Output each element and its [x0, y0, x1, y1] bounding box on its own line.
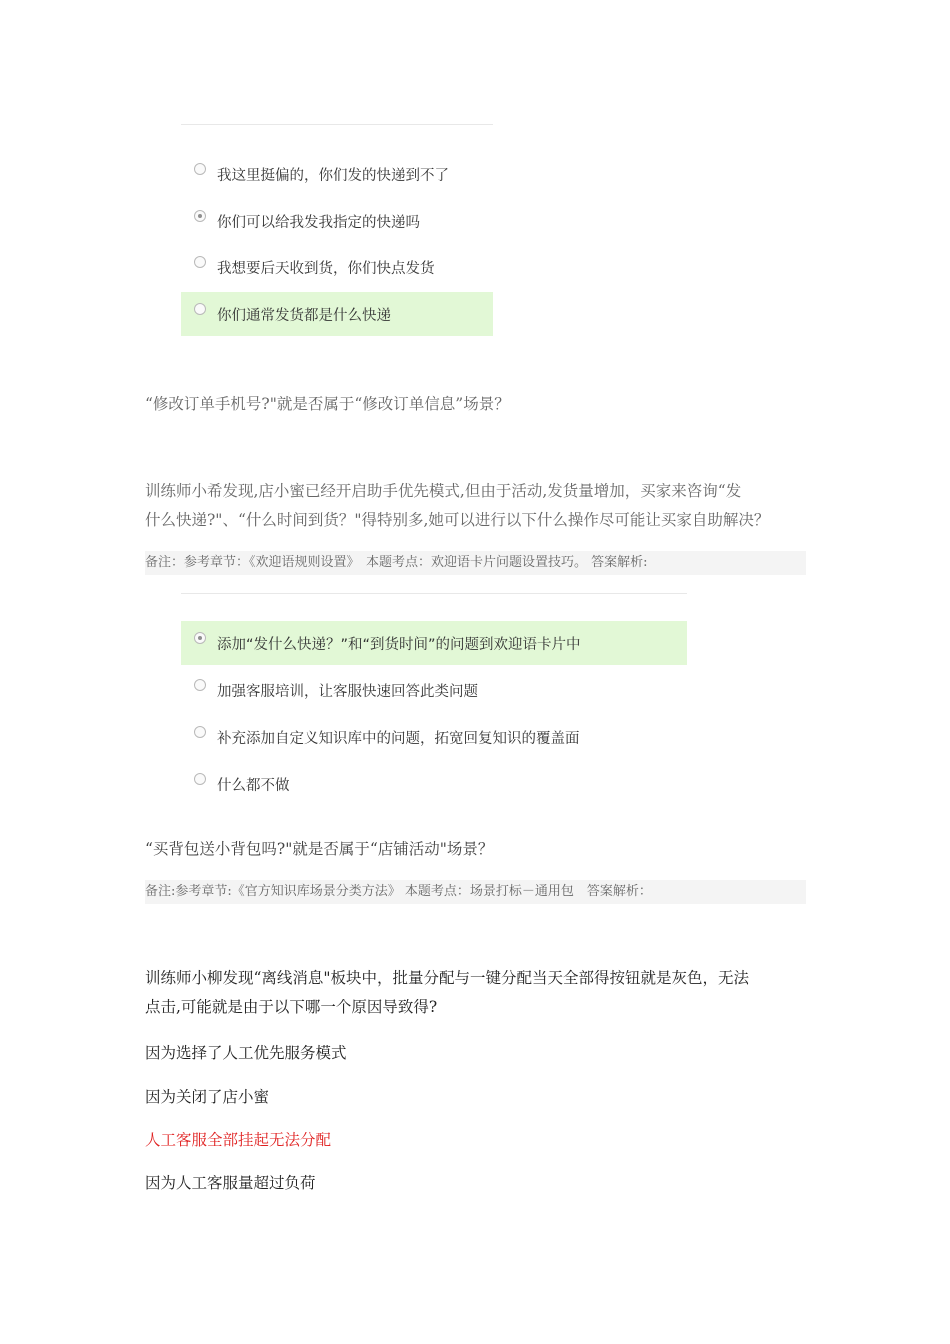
option-label: 什么都不做	[217, 778, 290, 794]
answer-option-correct[interactable]: 人工客服全部挂起无法分配	[145, 1131, 332, 1149]
option-label: 加强客服培训，让客服快速回答此类问题	[217, 684, 478, 700]
radio-button[interactable]	[194, 773, 206, 785]
option-item[interactable]	[181, 152, 493, 196]
option-item[interactable]	[181, 199, 493, 243]
radio-button[interactable]	[194, 256, 206, 268]
question-3-note: 备注:参考章节:《官方知识库场景分类方法》 本题考点：场景打标－通用包 答案解析：	[145, 880, 806, 904]
radio-button[interactable]	[194, 726, 206, 738]
question-2-line-1: 训练师小希发现,店小蜜已经开启助手优先模式,但由于活动,发货量增加，买家来咨询“发	[145, 482, 742, 500]
radio-button[interactable]	[194, 210, 206, 222]
radio-button[interactable]	[194, 679, 206, 691]
options-panel-2	[181, 593, 687, 807]
question-2-note: 备注：参考章节：《欢迎语规则设置》 本题考点：欢迎语卡片问题设置技巧。 答案解析:	[145, 551, 806, 575]
option-item[interactable]	[181, 668, 687, 712]
radio-button[interactable]	[194, 163, 206, 175]
panel-divider	[181, 593, 687, 594]
question-3: “买背包送小背包吗?"就是否属于“店铺活动"场景？	[145, 840, 494, 858]
option-label: 我这里挺偏的，你们发的快递到不了	[217, 168, 449, 184]
options-panel-1	[181, 124, 493, 338]
answer-option[interactable]: 因为关闭了店小蜜	[145, 1088, 270, 1106]
option-item-highlighted[interactable]	[181, 621, 687, 665]
option-item[interactable]	[181, 762, 687, 806]
option-item[interactable]	[181, 245, 493, 289]
question-2-line-2: 什么快递?"、“什么时间到货？"得特别多,她可以进行以下什么操作尽可能让买家自助解决？	[145, 511, 770, 529]
option-label: 你们通常发货都是什么快递	[217, 308, 391, 324]
option-item[interactable]	[181, 715, 687, 759]
option-item-highlighted[interactable]	[181, 292, 493, 336]
question-4-line-1: 训练师小柳发现“离线消息"板块中，批量分配与一键分配当天全部得按钮就是灰色，无法	[145, 969, 750, 987]
answer-option[interactable]: 因为选择了人工优先服务模式	[145, 1044, 347, 1062]
option-label: 你们可以给我发我指定的快递吗	[217, 215, 420, 231]
option-label: 添加“发什么快递？”和“到货时间”的问题到欢迎语卡片中	[217, 637, 581, 653]
question-1: “修改订单手机号?"就是否属于“修改订单信息”场景？	[145, 395, 510, 413]
radio-button[interactable]	[194, 303, 206, 315]
radio-button[interactable]	[194, 632, 206, 644]
answer-option[interactable]: 因为人工客服量超过负荷	[145, 1174, 316, 1192]
panel-divider	[181, 124, 493, 125]
question-4-line-2: 点击,可能就是由于以下哪一个原因导致得?	[145, 998, 438, 1016]
option-label: 我想要后天收到货，你们快点发货	[217, 261, 435, 277]
option-label: 补充添加自定义知识库中的问题，拓宽回复知识的覆盖面	[217, 731, 580, 747]
